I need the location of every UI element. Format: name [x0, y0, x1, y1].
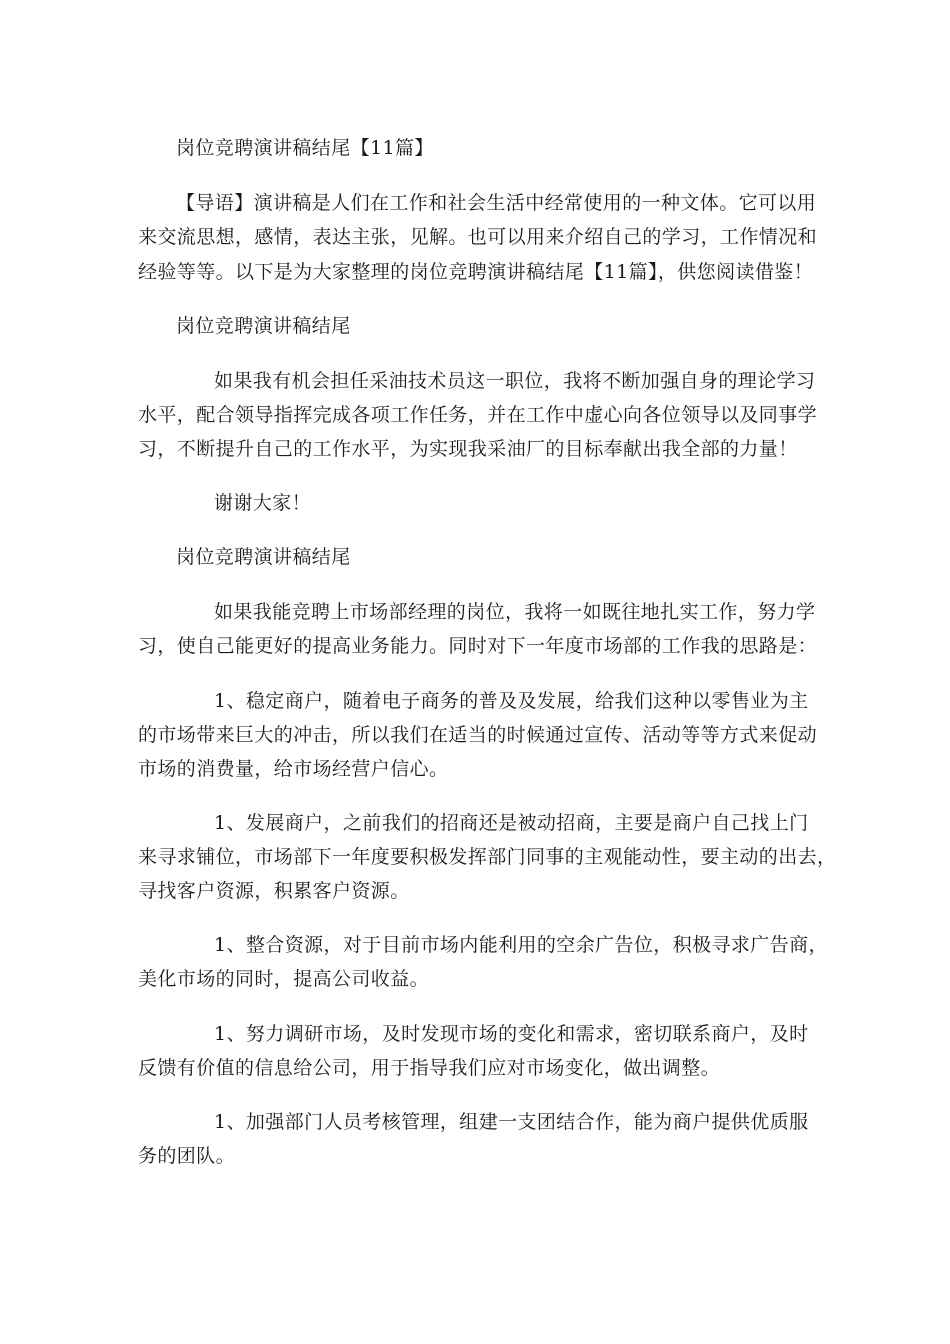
body-line: 如果我有机会担任采油技术员这一职位，我将不断加强自身的理论学习	[214, 370, 816, 392]
section-heading: 岗位竞聘演讲稿结尾	[176, 546, 351, 568]
intro-line: 经验等等。以下是为大家整理的岗位竞聘演讲稿结尾【11篇】，供您阅读借鉴！	[138, 261, 814, 283]
list-item-line: 寻找客户资源，积累客户资源。	[138, 880, 410, 902]
list-item-line: 1、加强部门人员考核管理，组建一支团结合作，能为商户提供优质服	[214, 1111, 809, 1133]
list-item-line: 市场的消费量，给市场经营户信心。	[138, 758, 449, 780]
list-item-line: 1、稳定商户，随着电子商务的普及及发展，给我们这种以零售业为主	[214, 690, 809, 712]
list-item-line: 1、努力调研市场，及时发现市场的变化和需求，密切联系商户，及时	[214, 1023, 809, 1045]
body-line: 如果我能竞聘上市场部经理的岗位，我将一如既往地扎实工作，努力学	[214, 601, 816, 623]
intro-line: 来交流思想，感情，表达主张，见解。也可以用来介绍自己的学习，工作情况和	[138, 226, 818, 248]
intro-line: 【导语】演讲稿是人们在工作和社会生活中经常使用的一种文体。它可以用	[176, 192, 817, 214]
list-item-line: 1、发展商户，之前我们的招商还是被动招商，主要是商户自己找上门	[214, 812, 809, 834]
list-item-line: 的市场带来巨大的冲击，所以我们在适当的时候通过宣传、活动等等方式来促动	[138, 724, 818, 746]
body-line: 水平，配合领导指挥完成各项工作任务，并在工作中虚心向各位领导以及同事学	[138, 404, 818, 426]
thanks-line: 谢谢大家！	[214, 492, 312, 514]
list-item-line: 美化市场的同时，提高公司收益。	[138, 968, 430, 990]
list-item-line: 来寻求铺位，市场部下一年度要积极发挥部门同事的主观能动性，要主动的出去，	[138, 846, 837, 868]
list-item-line: 反馈有价值的信息给公司，用于指导我们应对市场变化，做出调整。	[138, 1057, 721, 1079]
body-line: 习，使自己能更好的提高业务能力。同时对下一年度市场部的工作我的思路是：	[138, 635, 818, 657]
section-heading: 岗位竞聘演讲稿结尾	[176, 315, 351, 337]
document-title: 岗位竞聘演讲稿结尾【11篇】	[176, 137, 434, 159]
body-line: 习，不断提升自己的工作水平，为实现我采油厂的目标奉献出我全部的力量！	[138, 438, 798, 460]
list-item-line: 务的团队。	[138, 1145, 236, 1167]
list-item-line: 1、整合资源，对于目前市场内能利用的空余广告位，积极寻求广告商，	[214, 934, 828, 956]
